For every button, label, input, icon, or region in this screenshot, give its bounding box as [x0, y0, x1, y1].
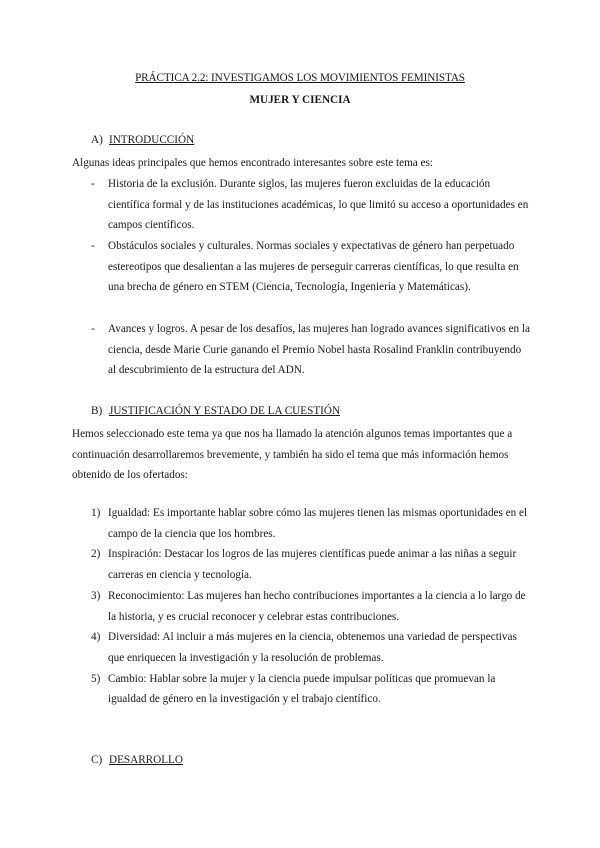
section-a-title: INTRODUCCIÓN	[109, 134, 195, 146]
list-item	[91, 503, 531, 544]
list-item	[91, 236, 531, 319]
section-c-letter: C)	[91, 754, 103, 766]
section-a-list	[91, 174, 531, 381]
bullet-dash: -	[91, 323, 95, 335]
section-b-list	[91, 503, 531, 710]
list-item	[91, 544, 531, 585]
section-b-title: JUSTIFICACIÓN Y ESTADO DE LA CUESTIÓN	[109, 405, 341, 417]
list-item-text: Igualdad: Es importante hablar sobre cómo las mujeres tienen las mismas oportunidades en el campo de la ciencia que los hombres.	[108, 507, 528, 540]
list-item	[91, 669, 531, 710]
list-item-text: Diversidad: Al incluir a más mujeres en la ciencia, obtenemos una variedad de perspectivas que enriquecen la investigación y la resolución de problemas.	[108, 631, 517, 664]
list-item-text: Reconocimiento: Las mujeres han hecho contribuciones importantes a la ciencia a lo largo de la historia, y es crucial reconocer y celebrar estas contribuciones.	[108, 589, 526, 623]
section-a-intro: Algunas ideas principales que hemos encontrado interesantes sobre este tema es:	[72, 157, 433, 169]
list-item	[91, 627, 531, 668]
bullet-dash: -	[91, 240, 95, 252]
list-number: 5)	[91, 672, 101, 685]
section-b-letter: B)	[91, 405, 103, 417]
page-title: PRÁCTICA 2.2: INVESTIGAMOS LOS MOVIMIENTOS FEMINISTAS	[135, 72, 465, 84]
list-item-text: Cambio: Hablar sobre la mujer y la ciencia puede impulsar políticas que promuevan la igualdad de género en la investigación y el trabajo científico.	[108, 672, 496, 706]
page-subtitle: MUJER Y CIENCIA	[249, 94, 351, 106]
list-item-text: Avances y logros. A pesar de los desafíos, las mujeres han logrado avances significativos en la ciencia, desde Marie Curie ganando el Premio Nobel hasta Rosalind Franklin contribuyendo al descubrimiento de la estructura del ADN.	[108, 323, 531, 377]
list-number: 4)	[91, 631, 101, 644]
list-item-text: Obstáculos sociales y culturales. Normas sociales y expectativas de género han perpetuado estereotipos que desalientan a las mujeres de perseguir carreras científicas, lo que resulta en una brecha de género en STEM (Ciencia, Tecnología, Ingeniería y Matemáticas).	[108, 240, 519, 294]
section-a-heading	[91, 134, 194, 146]
list-number: 1)	[91, 507, 101, 519]
list-item-text: Historia de la exclusión. Durante siglos, las mujeres fueron excluidas de la educación científica formal y de las instituciones académicas, lo que limitó su acceso a oportunidades en campos científicos.	[108, 178, 529, 232]
section-b-intro: Hemos seleccionado este tema ya que nos ha llamado la atención algunos temas importantes que a continuación desarrollaremos brevemente, y también ha sido el tema que más información hemos obtenido de los ofertados:	[72, 428, 513, 481]
bullet-dash: -	[91, 178, 95, 190]
list-item	[91, 319, 531, 381]
list-item-text: Inspiración: Destacar los logros de las mujeres científicas puede animar a las niñas a seguir carreras en ciencia y tecnología.	[108, 548, 517, 582]
section-c-heading	[91, 754, 183, 766]
section-c-title: DESARROLLO	[109, 754, 183, 766]
list-number: 2)	[91, 548, 101, 561]
list-number: 3)	[91, 589, 101, 602]
section-a-letter: A)	[91, 134, 103, 146]
section-b-heading	[91, 405, 340, 417]
list-item	[91, 586, 531, 627]
list-item	[91, 174, 531, 236]
